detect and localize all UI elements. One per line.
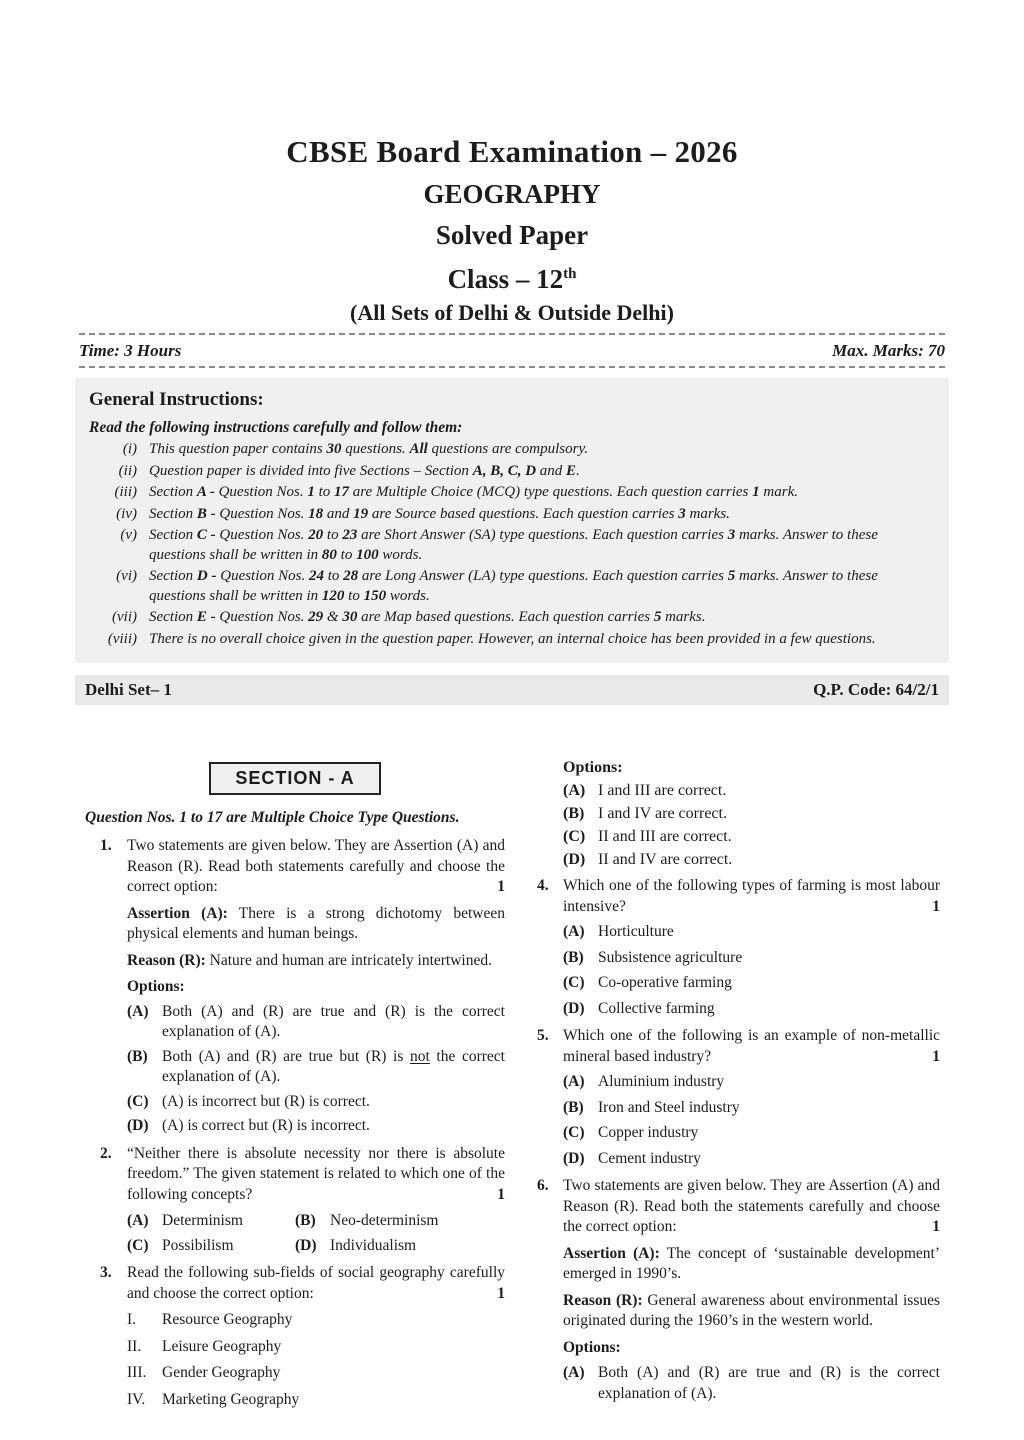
option-row	[127, 1236, 295, 1257]
instruction-label: (iv)	[116, 505, 137, 522]
paper-header	[0, 0, 1024, 327]
set-code-bar	[75, 675, 949, 705]
reason-paragraph	[127, 951, 505, 972]
question-3-options-continued	[535, 759, 940, 869]
option-label: (A)	[127, 1002, 149, 1020]
exam-title: CBSE Board Examination – 2026	[286, 134, 738, 169]
question-number: 4.	[537, 877, 549, 894]
option-label: (C)	[563, 1124, 585, 1141]
section-a-subtitle: Question Nos. 1 to 17 are Multiple Choice Type Questions.	[85, 809, 460, 826]
assertion-text: The concept of ‘sustainable development’ emerged in 1990’s.	[563, 1244, 940, 1282]
list-text: Leisure Geography	[162, 1337, 282, 1355]
instruction-item	[89, 608, 935, 628]
question-1	[85, 836, 505, 1137]
list-item	[127, 1310, 505, 1331]
option-text: Individualism	[330, 1236, 417, 1254]
option-text: Both (A) and (R) are true and (R) is the correct explanation of (A).	[162, 1002, 505, 1040]
question-text	[127, 1144, 505, 1206]
question-text-content: “Neither there is absolute necessity nor there is absolute freedom.” The given statement is related to which one of the following concepts?	[127, 1144, 505, 1203]
option-row	[127, 1092, 505, 1113]
question-text-content: Read the following sub-fields of social geography carefully and choose the correct option:	[127, 1264, 505, 1302]
option-label: (D)	[295, 1236, 317, 1254]
option-row	[563, 922, 940, 943]
sets-note: (All Sets of Delhi & Outside Delhi)	[350, 300, 674, 325]
option-label: (B)	[127, 1047, 148, 1065]
question-text	[127, 1263, 505, 1304]
paper-type: Solved Paper	[435, 220, 589, 250]
list-label: II.	[127, 1337, 142, 1355]
option-label: (D)	[563, 999, 585, 1017]
option-text: Subsistence agriculture	[598, 948, 743, 966]
question-number: 5.	[537, 1027, 549, 1044]
list-text: Resource Geography	[162, 1311, 293, 1328]
question-text-content: Two statements are given below. They are Assertion (A) and Reason (R). Read both statements carefully and choose the correct option:	[127, 837, 505, 895]
question-5	[535, 1026, 940, 1169]
left-column	[85, 759, 505, 1417]
instruction-item	[89, 630, 935, 650]
instruction-text: Section D - Question Nos. 24 to 28 are Long Answer (LA) type questions. Each question carries 5 marks. Answer to these questions shall be written in 120 to 150 words.	[149, 568, 878, 604]
list-label: I.	[127, 1311, 137, 1328]
qp-code: Q.P. Code: 64/2/1	[813, 680, 939, 699]
option-row	[127, 1047, 505, 1088]
question-6	[535, 1176, 940, 1404]
option-row	[127, 1116, 505, 1137]
option-label: (C)	[563, 974, 585, 991]
question-3	[85, 1263, 505, 1410]
option-label: (A)	[563, 782, 586, 799]
option-row	[563, 948, 940, 969]
instruction-text: Section C - Question Nos. 20 to 23 are Short Answer (SA) type questions. Each question carries 3 marks. Answer to these questions shall be written in 80 to 100 words.	[149, 527, 878, 563]
question-number: 2.	[100, 1144, 112, 1162]
option-label: (D)	[127, 1117, 149, 1134]
class-superscript: th	[563, 266, 577, 282]
marks-value: 1	[932, 897, 940, 915]
instruction-item	[89, 505, 935, 525]
option-text: Aluminium industry	[598, 1073, 725, 1090]
question-body	[563, 1026, 940, 1169]
options-heading: Options:	[127, 978, 185, 995]
option-label: (A)	[563, 923, 585, 940]
question-body	[563, 1176, 940, 1404]
option-label: (B)	[563, 1098, 584, 1116]
instruction-label: (iii)	[114, 484, 137, 500]
option-text: (A) is incorrect but (R) is correct.	[162, 1092, 370, 1110]
list-item	[127, 1337, 505, 1358]
question-body	[127, 1263, 505, 1410]
max-marks: Max. Marks: 70	[832, 341, 945, 360]
list-text: Marketing Geography	[162, 1390, 300, 1408]
time-allowed: Time: 3 Hours	[79, 341, 182, 360]
subject-title: GEOGRAPHY	[423, 179, 601, 209]
instruction-text: This question paper contains 30 questions. All questions are compulsory.	[149, 441, 589, 457]
list-item	[127, 1390, 505, 1411]
options-heading: Options:	[563, 759, 623, 776]
list-label: IV.	[127, 1390, 146, 1408]
question-number: 3.	[100, 1264, 112, 1281]
option-row	[563, 851, 940, 869]
option-label: (A)	[563, 1364, 585, 1381]
option-row	[295, 1236, 505, 1257]
instruction-item	[89, 483, 935, 503]
option-label: (B)	[563, 805, 585, 822]
option-text: Both (A) and (R) are true but (R) is not the correct explanation of (A).	[162, 1047, 505, 1085]
option-text: Possibilism	[162, 1236, 234, 1254]
question-text-content: Two statements are given below. They are Assertion (A) and Reason (R). Read both the statements carefully and choose the correct option:	[563, 1177, 940, 1235]
marks-value: 1	[497, 878, 505, 895]
option-text: Cement industry	[598, 1149, 701, 1167]
marks-value: 1	[932, 1047, 940, 1065]
option-row	[563, 1149, 940, 1170]
question-body	[127, 1144, 505, 1257]
instruction-text: There is no overall choice given in the question paper. However, an internal choice has been provided in a few questions.	[149, 630, 876, 647]
option-text: Determinism	[162, 1212, 243, 1229]
option-label: (D)	[563, 1149, 585, 1167]
option-row	[563, 1098, 940, 1119]
option-label: (A)	[563, 1073, 585, 1090]
option-row	[563, 828, 940, 846]
option-row	[127, 1211, 295, 1232]
option-label: (B)	[295, 1212, 316, 1229]
option-text: (A) is correct but (R) is incorrect.	[162, 1117, 370, 1134]
option-row	[563, 1363, 940, 1404]
question-text	[563, 876, 940, 917]
assertion-label: Assertion (A):	[563, 1244, 660, 1262]
instruction-item	[89, 567, 935, 606]
instruction-label: (viii)	[107, 630, 137, 647]
list-label: III.	[127, 1364, 147, 1381]
option-row	[563, 973, 940, 994]
option-row	[563, 999, 940, 1020]
option-label: (A)	[127, 1212, 149, 1229]
option-text: Neo-determinism	[330, 1212, 439, 1229]
dashed-separator	[79, 333, 945, 335]
instruction-text: Question paper is divided into five Sections – Section A, B, C, D and E.	[149, 462, 580, 479]
option-text: Iron and Steel industry	[598, 1098, 740, 1116]
instruction-label: (ii)	[118, 462, 137, 479]
option-row	[563, 1072, 940, 1093]
option-text: Collective farming	[598, 999, 715, 1017]
marks-value: 1	[497, 1185, 505, 1203]
dashed-separator	[79, 366, 945, 368]
list-text: Gender Geography	[162, 1364, 281, 1381]
question-text-content: Which one of the following types of farming is most labour intensive?	[563, 877, 940, 915]
general-instructions	[75, 378, 949, 663]
section-a-heading: SECTION - A	[209, 762, 381, 795]
instruction-text: Section B - Question Nos. 18 and 19 are Source based questions. Each question carries 3 marks.	[149, 505, 730, 522]
assertion-paragraph	[563, 1244, 940, 1285]
question-text	[563, 1176, 940, 1238]
reason-label: Reason (R):	[127, 951, 206, 969]
reason-paragraph	[563, 1291, 940, 1332]
option-row	[295, 1211, 505, 1232]
question-body	[127, 836, 505, 1137]
option-text: I and IV are correct.	[598, 805, 727, 822]
reason-text: Nature and human are intricately intertwined.	[209, 951, 492, 969]
time-marks-row	[79, 337, 945, 364]
option-label: (C)	[127, 1236, 149, 1254]
instructions-intro: Read the following instructions carefully and follow them:	[89, 419, 463, 436]
instruction-text: Section A - Question Nos. 1 to 17 are Multiple Choice (MCQ) type questions. Each question carries 1 mark.	[149, 484, 798, 500]
instruction-item	[89, 526, 935, 565]
option-row	[563, 805, 940, 823]
option-text: Copper industry	[598, 1124, 699, 1141]
question-2	[85, 1144, 505, 1257]
class-title	[0, 257, 1024, 296]
class-text: Class – 12	[447, 264, 564, 294]
reason-text: General awareness about environmental issues originated during the 1960’s in the western world.	[563, 1291, 941, 1329]
question-text	[127, 836, 505, 898]
option-text: II and III are correct.	[598, 828, 732, 845]
option-text: Co-operative farming	[598, 974, 732, 991]
reason-label: Reason (R):	[563, 1291, 643, 1309]
marks-value: 1	[932, 1218, 940, 1235]
instruction-label: (v)	[120, 527, 137, 543]
right-column	[535, 759, 940, 1417]
option-row	[127, 1002, 505, 1043]
options-heading: Options:	[563, 1338, 621, 1356]
option-label: (B)	[563, 948, 584, 966]
list-item	[127, 1363, 505, 1384]
option-row	[563, 1123, 940, 1144]
question-number: 1.	[100, 837, 112, 854]
option-label: (C)	[563, 828, 586, 845]
instruction-text: Section E - Question Nos. 29 & 30 are Map based questions. Each question carries 5 marks.	[149, 609, 706, 625]
marks-value: 1	[497, 1284, 505, 1302]
question-4	[535, 876, 940, 1019]
question-text	[563, 1026, 940, 1067]
instruction-item	[89, 462, 935, 482]
instruction-item	[89, 440, 935, 460]
option-label: (C)	[127, 1092, 149, 1110]
instruction-label: (vii)	[112, 609, 137, 625]
option-text: Both (A) and (R) are true and (R) is the correct explanation of (A).	[598, 1364, 940, 1402]
assertion-paragraph	[127, 904, 505, 945]
option-row	[563, 782, 940, 800]
question-number: 6.	[537, 1177, 549, 1194]
option-text: I and III are correct.	[598, 782, 727, 799]
instruction-label: (i)	[122, 441, 137, 457]
option-label: (D)	[563, 851, 586, 868]
assertion-label: Assertion (A):	[127, 904, 228, 922]
instructions-heading: General Instructions:	[89, 389, 264, 410]
option-text: II and IV are correct.	[598, 851, 733, 868]
content-columns	[85, 759, 1024, 1417]
options-grid	[127, 1207, 505, 1256]
option-text: Horticulture	[598, 923, 674, 940]
question-body	[563, 876, 940, 1019]
set-name: Delhi Set– 1	[85, 680, 172, 699]
instruction-label: (vi)	[116, 568, 137, 584]
assertion-text: There is a strong dichotomy between physical elements and human beings.	[127, 904, 505, 942]
question-text-content: Which one of the following is an example of non-metallic mineral based industry?	[563, 1027, 940, 1065]
